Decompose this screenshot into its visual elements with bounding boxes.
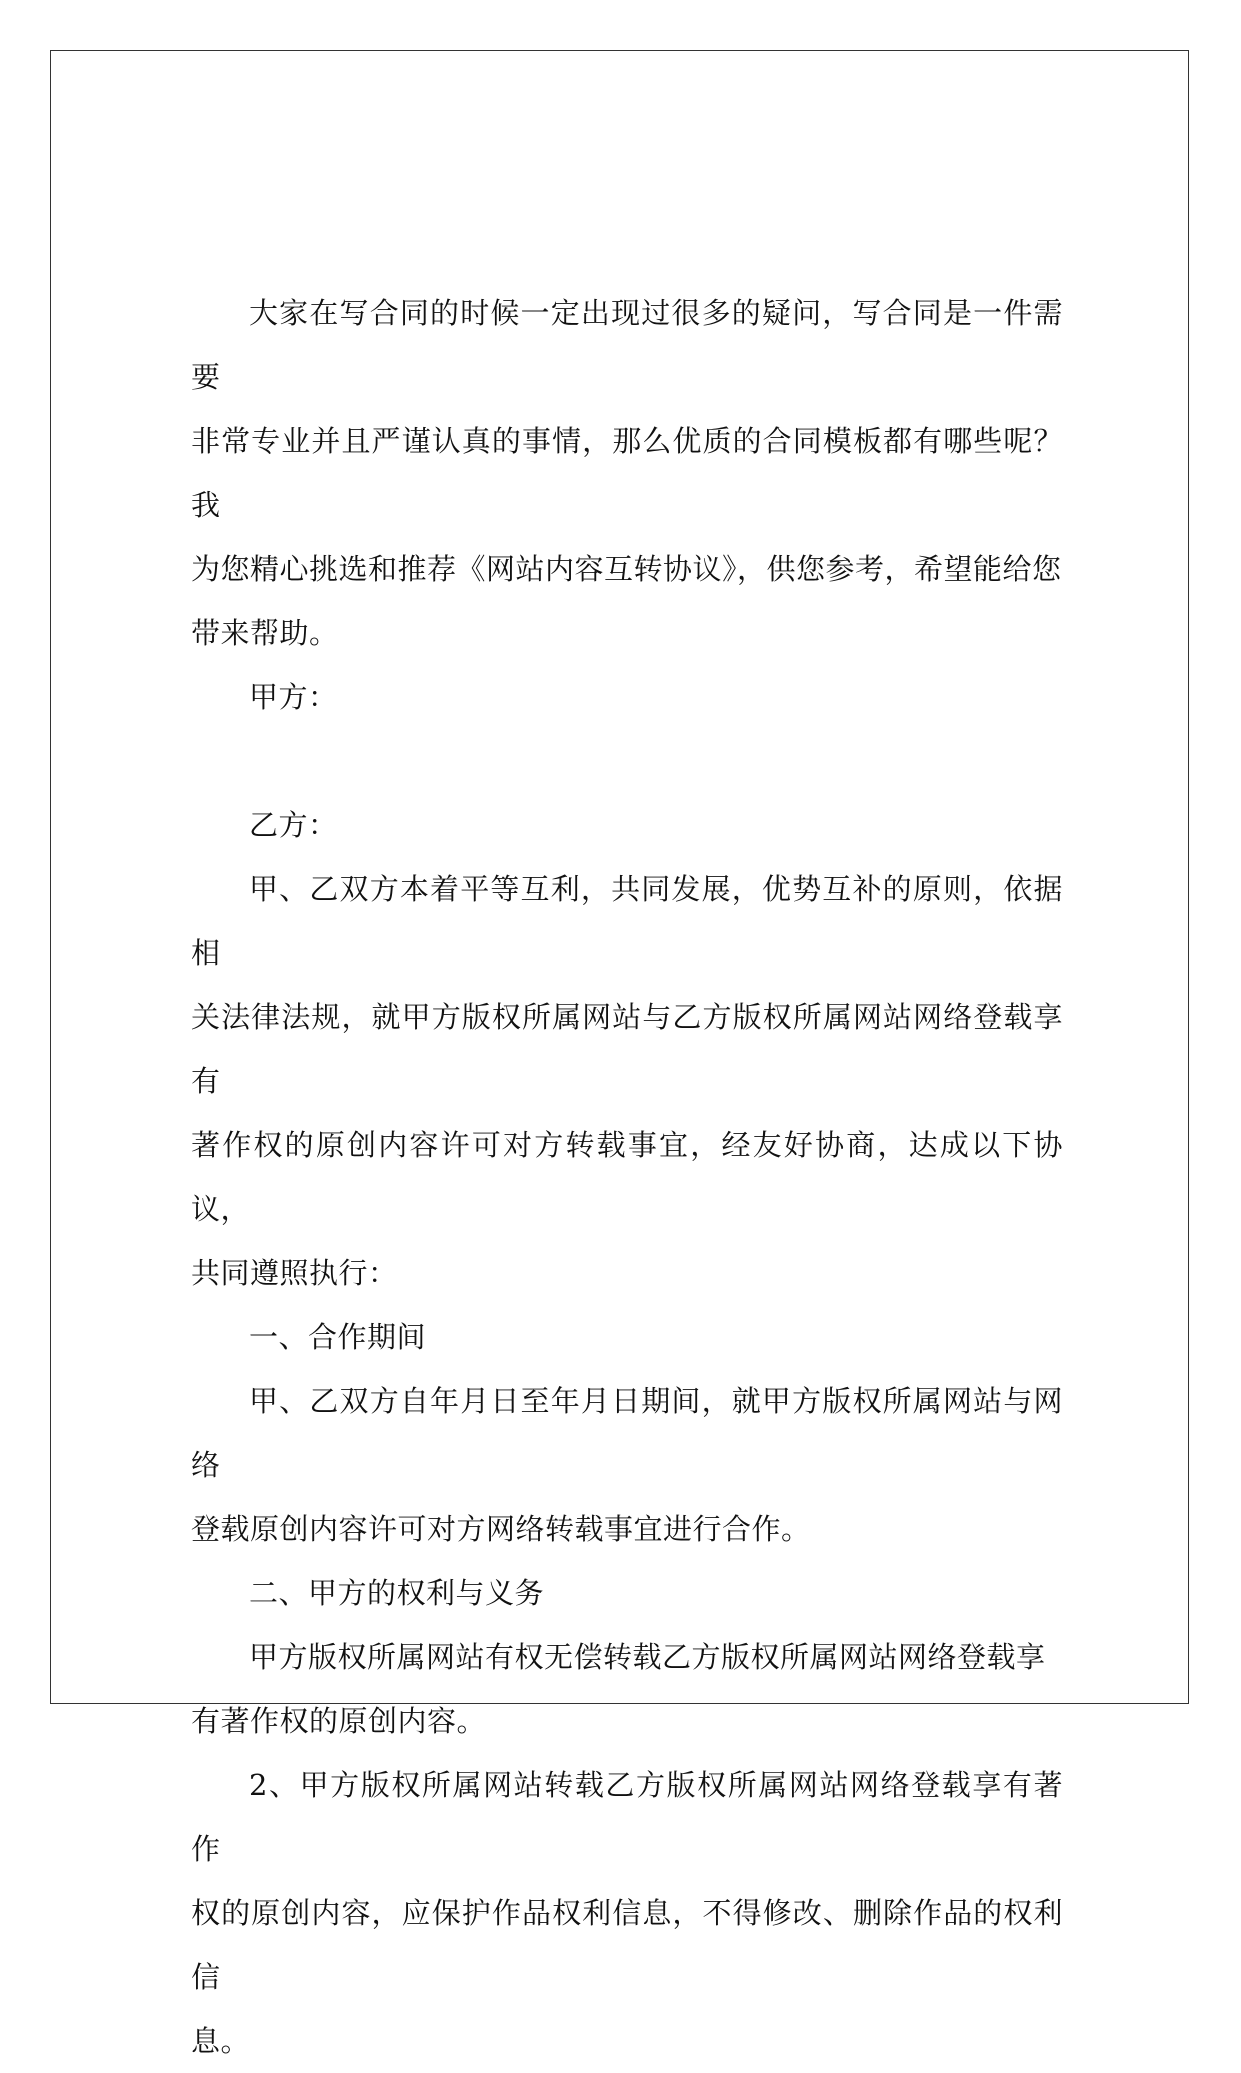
text-line: 二、甲方的权利与义务 xyxy=(249,1576,545,1610)
text-line: 登载原创内容许可对方网络转载事宜进行合作。 xyxy=(191,1512,811,1546)
text-line: 著作权的原创内容许可对方转载事宜，经友好协商，达成以下协议， xyxy=(191,1128,1063,1226)
text-line: 关法律法规，就甲方版权所属网站与乙方版权所属网站网络登载享有 xyxy=(191,1000,1063,1098)
text-line: 大家在写合同的时候一定出现过很多的疑问，写合同是一件需要 xyxy=(191,296,1063,394)
text-line: 非常专业并且严谨认真的事情，那么优质的合同模板都有哪些呢？我 xyxy=(191,424,1063,522)
text-line: 甲、乙双方自年月日至年月日期间，就甲方版权所属网站与网络 xyxy=(191,1384,1063,1482)
preamble-paragraph xyxy=(191,857,1063,1305)
text-line: 2、甲方版权所属网站转载乙方版权所属网站网络登载享有著作 xyxy=(191,1768,1063,1866)
party-b-label xyxy=(191,793,1063,857)
text-line: 甲、乙双方本着平等互利，共同发展，优势互补的原则，依据相 xyxy=(191,872,1063,970)
text-line: 甲方版权所属网站有权无偿转载乙方版权所属网站网络登载享 xyxy=(249,1640,1046,1674)
text-line: 甲方： xyxy=(249,680,338,714)
party-a-label xyxy=(191,665,1063,729)
text-line: 共同遵照执行： xyxy=(191,1256,398,1290)
document-body xyxy=(191,281,1063,2073)
text-line: 息。 xyxy=(191,2024,251,2058)
section-2-item-2 xyxy=(191,1753,1063,2073)
text-line: 有著作权的原创内容。 xyxy=(191,1704,487,1738)
section-1-paragraph xyxy=(191,1369,1063,1561)
section-2-item-1 xyxy=(191,1625,1063,1753)
text-line: 一、合作期间 xyxy=(249,1320,427,1354)
text-line: 带来帮助。 xyxy=(191,616,339,650)
text-line: 乙方： xyxy=(249,808,338,842)
text-line: 为您精心挑选和推荐《网站内容互转协议》，供您参考，希望能给您 xyxy=(191,552,1062,586)
section-heading-party-a-rights xyxy=(191,1561,1063,1625)
section-heading-cooperation-period xyxy=(191,1305,1063,1369)
intro-paragraph xyxy=(191,281,1063,665)
text-line: 权的原创内容，应保护作品权利信息，不得修改、删除作品的权利信 xyxy=(191,1896,1063,1994)
